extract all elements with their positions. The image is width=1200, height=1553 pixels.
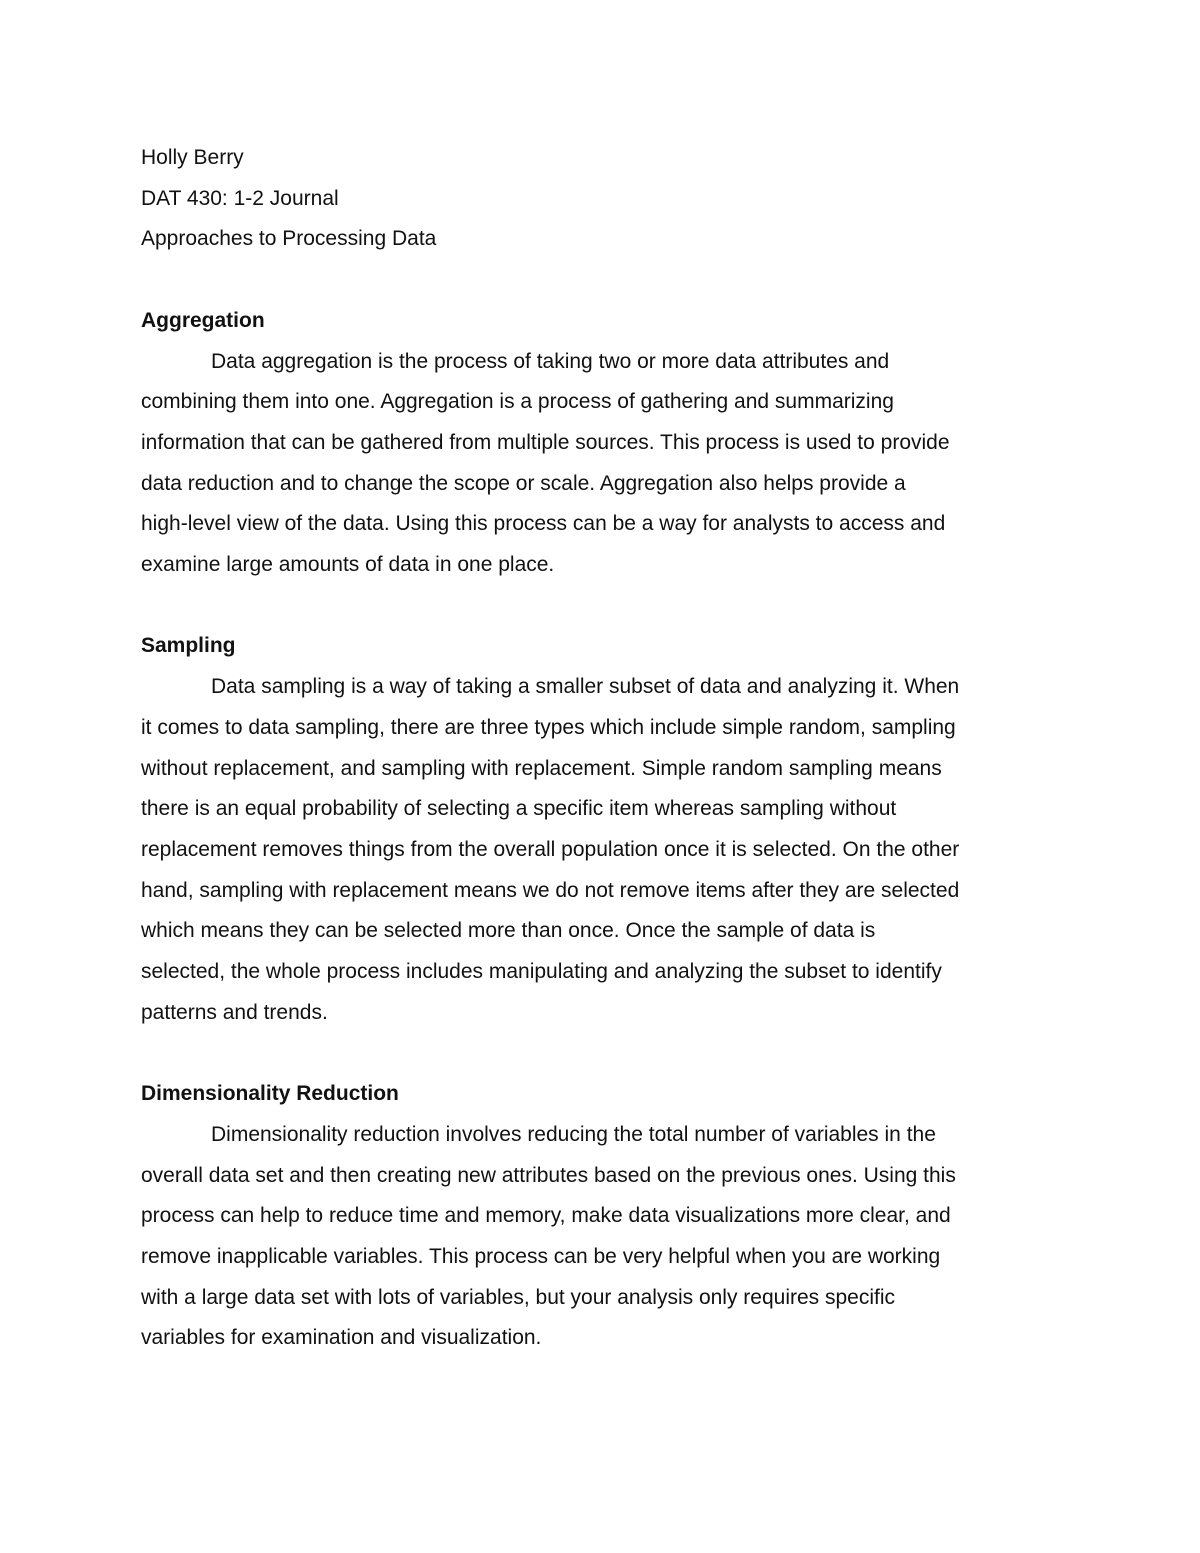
paragraph-line: with a large data set with lots of variables, but your analysis only requires specific bbox=[141, 1285, 896, 1309]
section-paragraph bbox=[141, 667, 1066, 1033]
section-heading: Aggregation bbox=[141, 308, 265, 332]
paragraph-line: information that can be gathered from multiple sources. This process is used to provide bbox=[141, 430, 950, 454]
paragraph-line: there is an equal probability of selecting a specific item whereas sampling without bbox=[141, 797, 897, 821]
section-paragraph bbox=[141, 1115, 1066, 1359]
document-title: Approaches to Processing Data bbox=[141, 227, 437, 251]
section-paragraph bbox=[141, 342, 1066, 586]
paragraph-line: which means they can be selected more than once. Once the sample of data is bbox=[141, 919, 876, 943]
document-page bbox=[141, 138, 1066, 1359]
author-name: Holly Berry bbox=[141, 146, 244, 169]
paragraph-line: replacement removes things from the overall population once it is selected. On the other bbox=[141, 837, 960, 861]
paragraph-line: Data sampling is a way of taking a smaller subset of data and analyzing it. When bbox=[211, 675, 960, 699]
paragraph-line: Data aggregation is the process of taking two or more data attributes and bbox=[211, 349, 890, 373]
paragraph-line: selected, the whole process includes manipulating and analyzing the subset to identify bbox=[141, 960, 942, 984]
paragraph-line: remove inapplicable variables. This process can be very helpful when you are working bbox=[141, 1244, 941, 1268]
document-header bbox=[141, 138, 1066, 260]
paragraph-line: combining them into one. Aggregation is a process of gathering and summarizing bbox=[141, 390, 894, 414]
section-sampling bbox=[141, 626, 1066, 1033]
section-heading: Sampling bbox=[141, 634, 236, 658]
paragraph-line: Dimensionality reduction involves reducing the total number of variables in the bbox=[211, 1122, 936, 1146]
section-dimensionality-reduction bbox=[141, 1074, 1066, 1359]
paragraph-line: patterns and trends. bbox=[141, 1000, 328, 1024]
paragraph-line: process can help to reduce time and memory, make data visualizations more clear, and bbox=[141, 1204, 951, 1228]
paragraph-line: without replacement, and sampling with replacement. Simple random sampling means bbox=[141, 756, 942, 780]
section-aggregation bbox=[141, 301, 1066, 586]
paragraph-line: data reduction and to change the scope or scale. Aggregation also helps provide a bbox=[141, 471, 906, 495]
section-heading: Dimensionality Reduction bbox=[141, 1082, 399, 1106]
paragraph-line: high-level view of the data. Using this process can be a way for analysts to access and bbox=[141, 512, 946, 536]
course-title: DAT 430: 1-2 Journal bbox=[141, 186, 339, 210]
paragraph-line: examine large amounts of data in one place. bbox=[141, 553, 555, 577]
paragraph-line: overall data set and then creating new attributes based on the previous ones. Using this bbox=[141, 1163, 956, 1187]
paragraph-line: variables for examination and visualization. bbox=[141, 1326, 542, 1350]
paragraph-line: hand, sampling with replacement means we do not remove items after they are selected bbox=[141, 878, 960, 902]
paragraph-line: it comes to data sampling, there are three types which include simple random, sampling bbox=[141, 715, 956, 739]
